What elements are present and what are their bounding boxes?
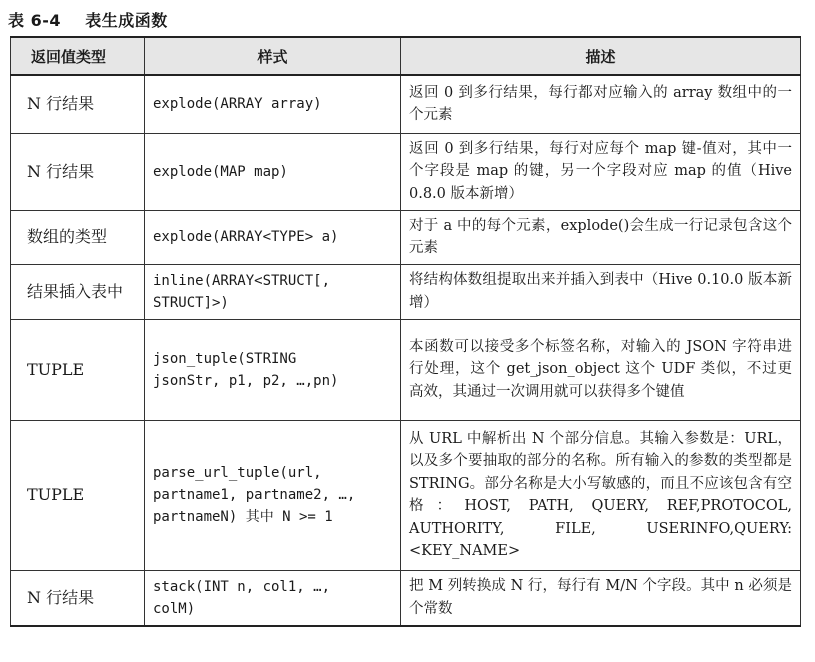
table-generating-functions [10,36,801,627]
cell-return-type: N 行结果 [11,75,145,133]
cell-description: 对于 a 中的每个元素，explode()会生成一行记录包含这个元素 [401,210,801,264]
cell-description: 把 M 列转换成 N 行，每行有 M/N 个字段。其中 n 必须是个常数 [401,570,801,626]
cell-description: 从 URL 中解析出 N 个部分信息。其输入参数是：URL，以及多个要抽取的部分的名称。所有输入的参数的类型都是 STRING。部分名称是大小写敏感的，而且不应该包含有空格：HOST, PATH, QUERY, REF,PROTOCOL, AUTHORITY, FILE, USERINFO,QUERY:<KEY_NAME> [401,420,801,570]
table-row [11,75,801,133]
table-row [11,319,801,420]
table-row [11,420,801,570]
cell-signature: json_tuple(STRING jsonStr, p1, p2, …,pn) [145,319,401,420]
cell-description: 本函数可以接受多个标签名称，对输入的 JSON 字符串进行处理，这个 get_json_object 这个 UDF 类似，不过更高效，其通过一次调用就可以获得多个键值 [401,319,801,420]
cell-return-type: 结果插入表中 [11,264,145,319]
cell-signature: parse_url_tuple(url, partname1, partname2, …, partnameN) 其中 N >= 1 [145,420,401,570]
header-description: 描述 [401,37,801,75]
cell-return-type: TUPLE [11,420,145,570]
cell-signature: explode(ARRAY<TYPE> a) [145,210,401,264]
cell-signature: stack(INT n, col1, …, colM) [145,570,401,626]
cell-description: 将结构体数组提取出来并插入到表中（Hive 0.10.0 版本新增） [401,264,801,319]
cell-description: 返回 0 到多行结果，每行对应每个 map 键-值对，其中一个字段是 map 的键，另一个字段对应 map 的值（Hive 0.8.0 版本新增） [401,133,801,210]
table-header-row [11,37,801,75]
table-row [11,264,801,319]
cell-signature: explode(ARRAY array) [145,75,401,133]
cell-return-type: N 行结果 [11,133,145,210]
header-signature: 样式 [145,37,401,75]
cell-return-type: N 行结果 [11,570,145,626]
table-caption: 表 6-4 表生成函数 [8,11,168,30]
table-row [11,133,801,210]
cell-return-type: 数组的类型 [11,210,145,264]
cell-return-type: TUPLE [11,319,145,420]
header-return-type: 返回值类型 [11,37,145,75]
table-row [11,570,801,626]
cell-signature: explode(MAP map) [145,133,401,210]
table-row [11,210,801,264]
cell-description: 返回 0 到多行结果，每行都对应输入的 array 数组中的一个元素 [401,75,801,133]
cell-signature: inline(ARRAY<STRUCT[, STRUCT]>) [145,264,401,319]
